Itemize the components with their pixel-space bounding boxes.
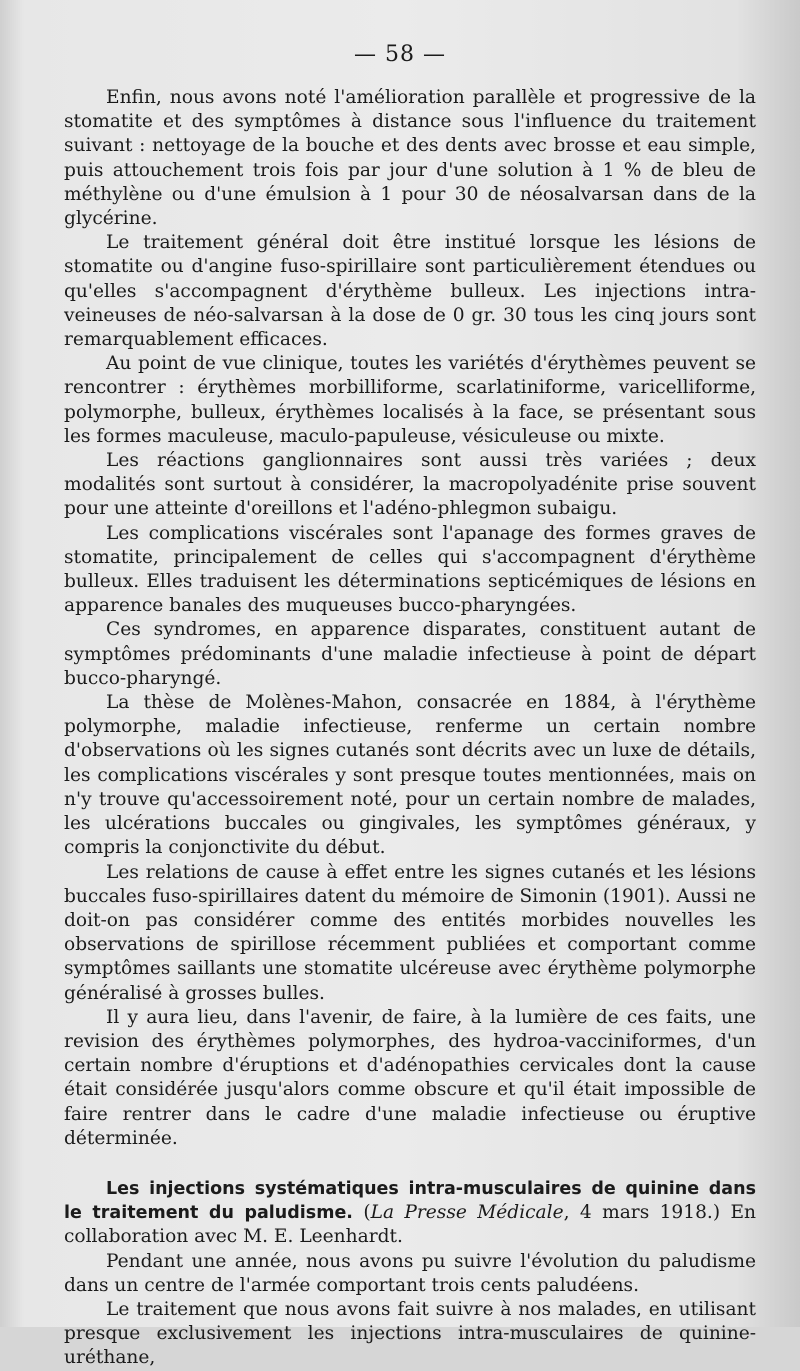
paragraph-cause-effect: Les relations de cause à effet entre les signes cutanés et les lésions buccales fuso-spirillaires datent du mémoire de Simonin (1901). Aussi ne doit-on pas considérer comme des entités morbides nouvelles les observations de spirillose récemment publiées et comportant comme symptômes saillants une stomatite ulcéreuse avec érythème polymorphe généralisé à grosses bulles. (64, 861, 756, 1004)
page-body (64, 86, 756, 1371)
paragraph-clinical-erythemas: Au point de vue clinique, toutes les variétés d'érythèmes peuvent se rencontrer : érythèmes morbilliforme, scarlatiniforme, varicelliforme, polymorphe, bulleux, érythèmes localisés à la face, se présentant sous les formes maculeuse, maculo-papuleuse, vésiculeuse ou mixte. (64, 353, 756, 447)
citation-open: ( (352, 1202, 371, 1224)
paragraph-treatment-general: Le traitement général doit être institué lorsque les lésions de stomatite ou d'angine fuso-spirillaire sont particulièrement étendues ou qu'elles s'accompagnent d'érythème bulleux. Les injections intra-veineuses de néo-salvarsan à la dose de 0 gr. 30 tous les cinq jours sont remarquablement efficaces. (64, 232, 756, 351)
paragraph-ganglionic-reactions: Les réactions ganglionnaires sont aussi très variées ; deux modalités sont surtout à considérer, la macropolyadénite prise souvent pour une atteinte d'oreillons et l'adéno-phlegmon subaigu. (64, 450, 756, 520)
paragraph-molenes-mahon-thesis: La thèse de Molènes-Mahon, consacrée en 1884, à l'érythème polymorphe, maladie infectieuse, renferme un certain nombre d'observations où les signes cutanés sont décrits avec un luxe de détails, les complications viscérales y sont presque toutes mentionnées, mais on n'y trouve qu'accessoirement noté, pour un certain nombre de malades, les ulcérations buccales ou gingivales, les symptômes généraux, y compris la conjonctivite du début. (64, 692, 756, 859)
paragraph-treatment-local: Enfin, nous avons noté l'amélioration parallèle et progressive de la stomatite et des symptômes à distance sous l'influence du traitement suivant : nettoyage de la bouche et des dents avec brosse et eau simple, puis attouchement trois fois par jour d'une solution à 1 % de bleu de méthylène ou d'une émulsion à 1 pour 30 de néosalvarsan dans de la glycérine. (64, 87, 756, 230)
paragraph-syndromes: Ces syndromes, en apparence disparates, constituent autant de symptômes prédominants d'une maladie infectieuse à point de départ bucco-pharyngé. (64, 619, 756, 689)
paragraph-malaria-year: Pendant une année, nous avons pu suivre l'évolution du paludisme dans un centre de l'armée comportant trois cents paludéens. (64, 1250, 756, 1296)
paragraph-visceral-complications: Les complications viscérales sont l'apanage des formes graves de stomatite, principalement de celles qui s'accompagnent d'érythème bulleux. Elles traduisent les déterminations septicémiques de lésions en apparence banales des muqueuses bucco-pharyngées. (64, 522, 756, 617)
paragraph-future-revision: Il y aura lieu, dans l'avenir, de faire, à la lumière de ces faits, une revision des érythèmes polymorphes, des hydroa-vacciniformes, d'un certain nombre d'éruptions et d'adénopathies cervicales dont la cause était considérée jusqu'alors comme obscure et qu'il était impossible de faire rentrer dans le cadre d'une maladie infectieuse ou éruptive déterminée. (64, 1006, 756, 1149)
paragraph-malaria-treatment: Le traitement que nous avons fait suivre à nos malades, en utilisant presque exclusivement les injections intra-musculaires de quinine-uréthane, (64, 1298, 756, 1369)
journal-name: La Presse Médicale (370, 1202, 564, 1224)
page-number: — 58 — (354, 42, 446, 67)
article-title: Les injections systématiques intra-musculaires de quinine dans le traitement du paludisme. (64, 1178, 756, 1224)
citation-rest: , 4 mars 1918.) En collaboration avec M. E. Leenhardt. (64, 1202, 757, 1248)
article-heading (64, 1177, 756, 1250)
